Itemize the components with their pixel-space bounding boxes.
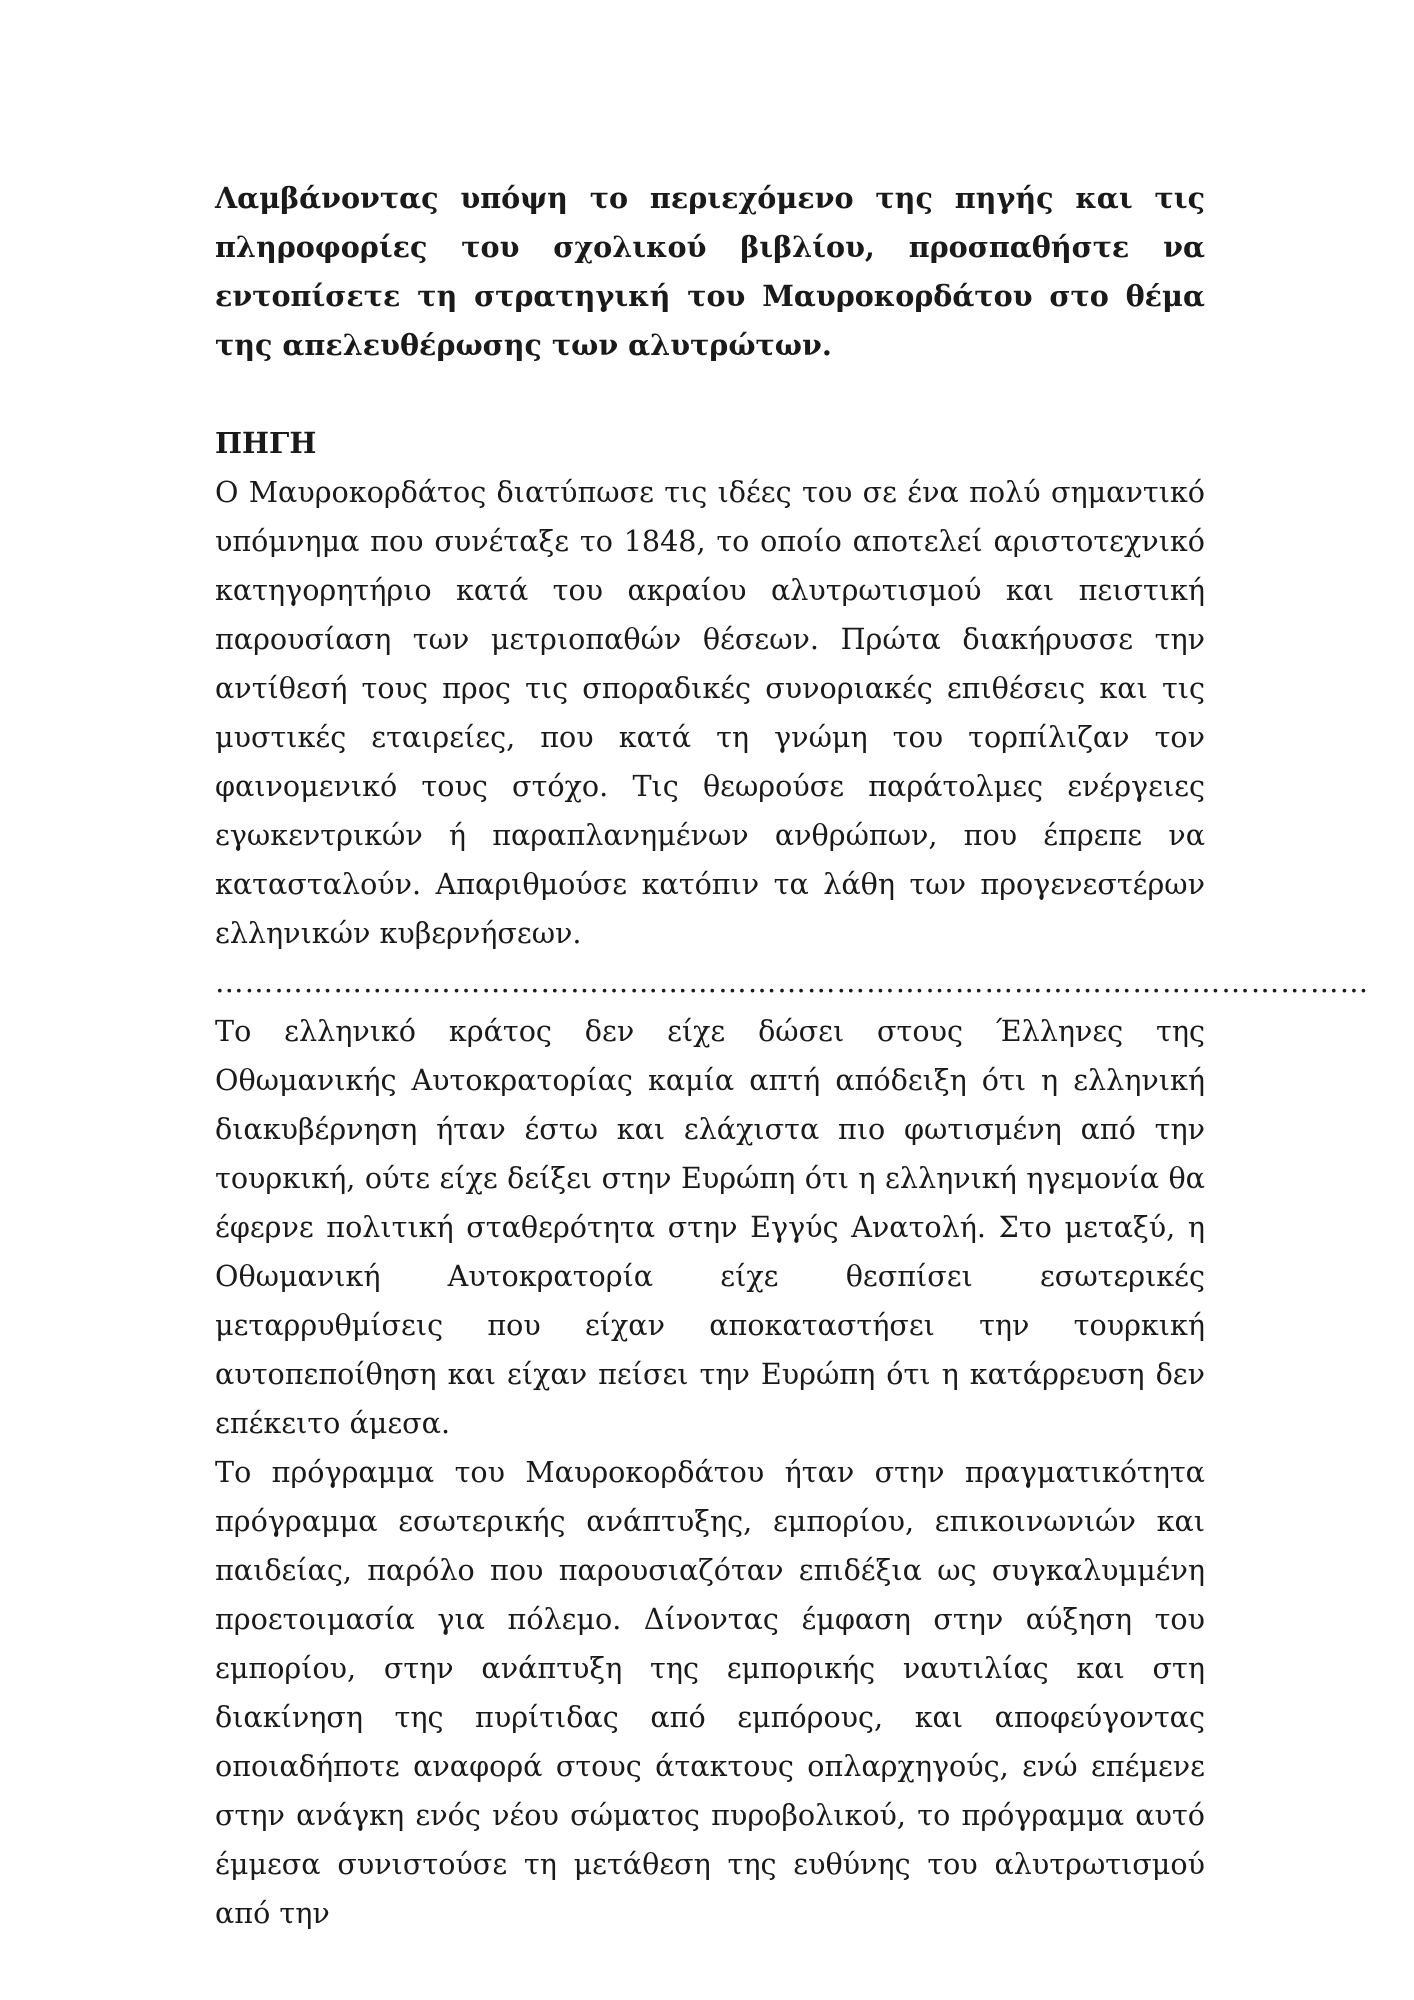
document-body <box>215 174 1370 1938</box>
source-paragraph-2: Το ελληνικό κράτος δεν είχε δώσει στους Έλληνες της Οθωμανικής Αυτοκρατορίας καμία απτή απόδειξη ότι η ελληνική διακυβέρνηση ήταν έστω και ελάχιστα πιο φωτισμένη από την τουρκική, ούτε είχε δείξει στην Ευρώπη ότι η ελληνική ηγεμονία θα έφερνε πολιτική σταθερότητα στην Εγγύς Ανατολή. Στο μεταξύ, η Οθωμανική Αυτοκρατορία είχε θεσπίσει εσωτερικές μεταρρυθμίσεις που είχαν αποκαταστήσει την τουρκική αυτοπεποίθηση και είχαν πείσει την Ευρώπη ότι η κατάρρευση δεν επέκειτο άμεσα. <box>215 1014 1205 1440</box>
source-paragraph-3: Το πρόγραμμα του Μαυροκορδάτου ήταν στην πραγματικότητα πρόγραμμα εσωτερικής ανάπτυξης, εμπορίου, επικοινωνιών και παιδείας, παρόλο που παρουσιαζόταν επιδέξια ως συγκαλυμμένη προετοιμασία για πόλεμο. Δίνοντας έμφαση στην αύξηση του εμπορίου, στην ανάπτυξη της εμπορικής ναυτιλίας και στη διακίνηση της πυρίτιδας από εμπόρους, και αποφεύγοντας οποιαδήποτε αναφορά στους άτακτους οπλαρχηγούς, ενώ επέμενε στην ανάγκη ενός νέου σώματος πυροβολικού, το πρόγραμμα αυτό έμμεσα συνιστούσε τη μετάθεση της ευθύνης του αλυτρωτισμού από την <box>215 1455 1205 1930</box>
question-text: Λαμβάνοντας υπόψη το περιεχόμενο της πηγής και τις πληροφορίες του σχολικού βιβλίου, προσπαθήστε να εντοπίσετε τη στρατηγική του Μαυροκορδάτου στο θέμα της απελευθέρωσης των αλυτρώτων. <box>215 181 1205 362</box>
omission-ellipsis: ……………………………………………………………………………………………………… <box>215 965 1370 999</box>
source-paragraph-1: Ο Μαυροκορδάτος διατύπωσε τις ιδέες του σε ένα πολύ σημαντικό υπόμνημα που συνέταξε το 1848, το οποίο αποτελεί αριστοτεχνικό κατηγορητήριο κατά του ακραίου αλυτρωτισμού και πειστική παρουσίαση των μετριοπαθών θέσεων. Πρώτα διακήρυσσε την αντίθεσή τους προς τις σποραδικές συνοριακές επιθέσεις και τις μυστικές εταιρείες, που κατά τη γνώμη του τορπίλιζαν τον φαινομενικό τους στόχο. Τις θεωρούσε παράτολμες ενέργειες εγωκεντρικών ή παραπλανημένων ανθρώπων, που έπρεπε να κατασταλούν. Απαριθμούσε κατόπιν τα λάθη των προγενεστέρων ελληνικών κυβερνήσεων. <box>215 475 1205 950</box>
source-heading: ΠΗΓΗ <box>215 426 317 460</box>
